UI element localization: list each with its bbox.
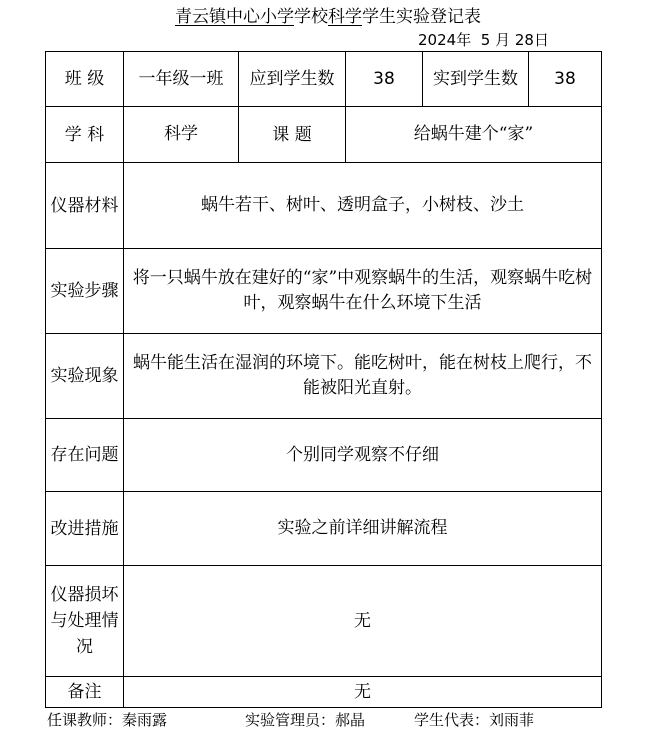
actual-students-value: 38 <box>529 52 602 107</box>
table-row <box>46 419 602 492</box>
subject-label: 学 科 <box>46 107 124 163</box>
phenomenon-value: 蜗牛能生活在湿润的环境下。能吃树叶，能在树枝上爬行，不能被阳光直射。 <box>124 334 602 419</box>
steps-label: 实验步骤 <box>46 249 124 334</box>
student-rep-signature: 学生代表：刘雨菲 <box>414 711 535 729</box>
expected-students-value: 38 <box>346 52 423 107</box>
topic-label: 课 题 <box>239 107 346 163</box>
damage-label: 仪器损坏与处理情况 <box>46 566 124 677</box>
experiment-register-table <box>45 51 602 708</box>
phenomenon-label: 实验现象 <box>46 334 124 419</box>
date-year: 2024 <box>418 31 457 49</box>
steps-value: 将一只蜗牛放在建好的“家”中观察蜗牛的生活，观察蜗牛吃树叶，观察蜗牛在什么环境下生活 <box>124 249 602 334</box>
subject-value: 科学 <box>124 107 239 163</box>
damage-value: 无 <box>124 566 602 677</box>
date-day-unit: 日 <box>533 31 549 49</box>
date-month: 5 <box>480 31 491 49</box>
actual-students-label: 实到学生数 <box>423 52 529 107</box>
table-row <box>46 107 602 163</box>
materials-label: 仪器材料 <box>46 163 124 249</box>
table-row <box>46 334 602 419</box>
table-row <box>46 566 602 677</box>
table-row <box>46 677 602 708</box>
teacher-signature: 任课教师：秦雨露 <box>47 711 168 729</box>
expected-students-label: 应到学生数 <box>239 52 346 107</box>
materials-value: 蜗牛若干、树叶、透明盒子，小树枝、沙土 <box>124 163 602 249</box>
school-suffix: 学校 <box>294 7 328 27</box>
form-date <box>418 30 549 50</box>
manager-signature: 实验管理员：郝晶 <box>245 711 366 729</box>
improve-label: 改进措施 <box>46 492 124 566</box>
table-row <box>46 52 602 107</box>
table-row <box>46 492 602 566</box>
form-title: 学生实验登记表 <box>362 7 481 27</box>
problems-label: 存在问题 <box>46 419 124 492</box>
date-month-unit: 月 <box>495 31 511 49</box>
date-year-unit: 年 <box>456 31 472 49</box>
table-row <box>46 249 602 334</box>
school-name: 青云镇中心小学 <box>175 7 294 27</box>
class-value: 一年级一班 <box>124 52 239 107</box>
form-title-line <box>0 6 656 28</box>
topic-value: 给蜗牛建个“家” <box>346 107 602 163</box>
table-row <box>46 163 602 249</box>
problems-value: 个别同学观察不仔细 <box>124 419 602 492</box>
improve-value: 实验之前详细讲解流程 <box>124 492 602 566</box>
remarks-label: 备注 <box>46 677 124 708</box>
remarks-value: 无 <box>124 677 602 708</box>
date-day: 28 <box>514 31 534 49</box>
class-label: 班 级 <box>46 52 124 107</box>
subject-name: 科学 <box>328 7 362 27</box>
